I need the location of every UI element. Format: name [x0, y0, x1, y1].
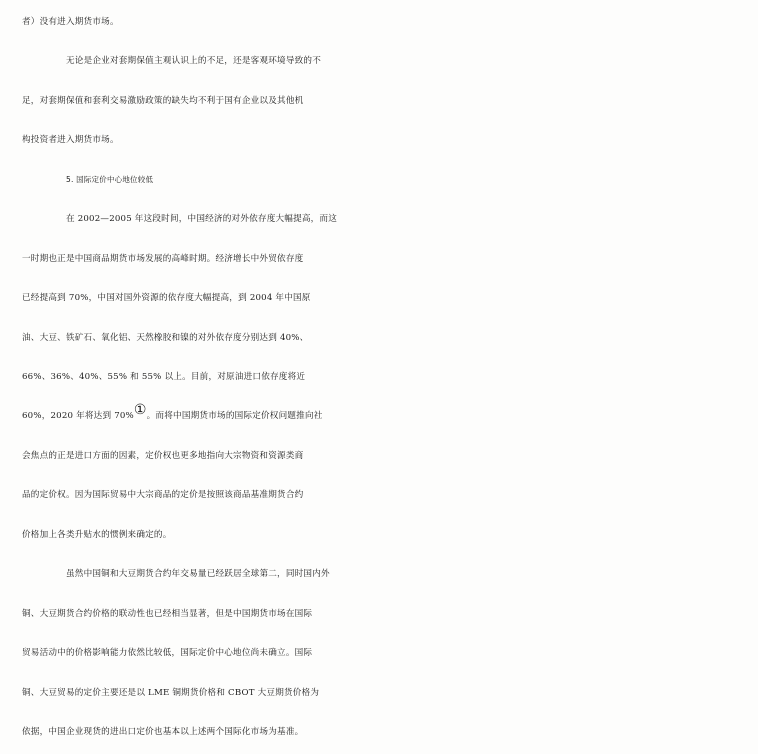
text-line: 在 2002—2005 年这段时间，中国经济的对外依存度大幅提高，而这	[66, 214, 338, 225]
text-line: 品的定价权。因为国际贸易中大宗商品的定价是按照该商品基准期货合约	[22, 490, 304, 501]
text-line: 无论是企业对套期保值主观认识上的不足，还是客观环境导致的不	[66, 56, 322, 67]
text-line: 者）没有进入期货市场。	[22, 17, 119, 27]
text-line: 已经提高到 70%，中国对国外资源的依存度大幅提高，到 2004 年中国原	[22, 293, 311, 304]
footnote-marker[interactable]: ①	[133, 402, 147, 419]
text-line: 构投资者进入期货市场。	[22, 135, 119, 146]
text-line: 铜、大豆期货合约价格的联动性也已经相当显著，但是中国期货市场在国际	[22, 608, 313, 619]
section-heading: 5. 国际定价中心地位较低	[66, 174, 154, 184]
text-segment: 。而将中国期货市场的国际定价权问题推向社	[146, 411, 323, 422]
text-line-with-footnote	[0, 400, 758, 432]
text-line: 虽然中国铜和大豆期货合约年交易量已经跃居全球第二，同时国内外	[66, 569, 330, 580]
text-line: 足，对套期保值和套利交易激励政策的缺失均不利于国有企业以及其他机	[22, 95, 304, 106]
text-line: 一时期也正是中国商品期货市场发展的高峰时期。经济增长中外贸依存度	[22, 253, 304, 264]
text-line: 铜、大豆贸易的定价主要还是以 LME 铜期货价格和 CBOT 大豆期货价格为	[22, 687, 320, 698]
text-line: 油、大豆、铁矿石、氧化铝、天然橡胶和镍的对外依存度分别达到 40%、	[22, 332, 309, 343]
text-line: 依据，中国企业现货的进出口定价也基本以上述两个国际化市场为基准。	[22, 727, 304, 737]
text-segment: 60%，2020 年将达到 70%	[22, 411, 134, 422]
text-line: 贸易活动中的价格影响能力依然比较低，国际定价中心地位尚未确立。国际	[22, 648, 313, 659]
text-line: 66%、36%、40%、55% 和 55% 以上。目前，对原油进口依存度将近	[22, 372, 306, 382]
text-line: 价格加上各类升贴水的惯例来确定的。	[22, 529, 172, 540]
text-line: 会焦点的正是进口方面的因素，定价权也更多地指向大宗物资和资源类商	[22, 450, 304, 461]
